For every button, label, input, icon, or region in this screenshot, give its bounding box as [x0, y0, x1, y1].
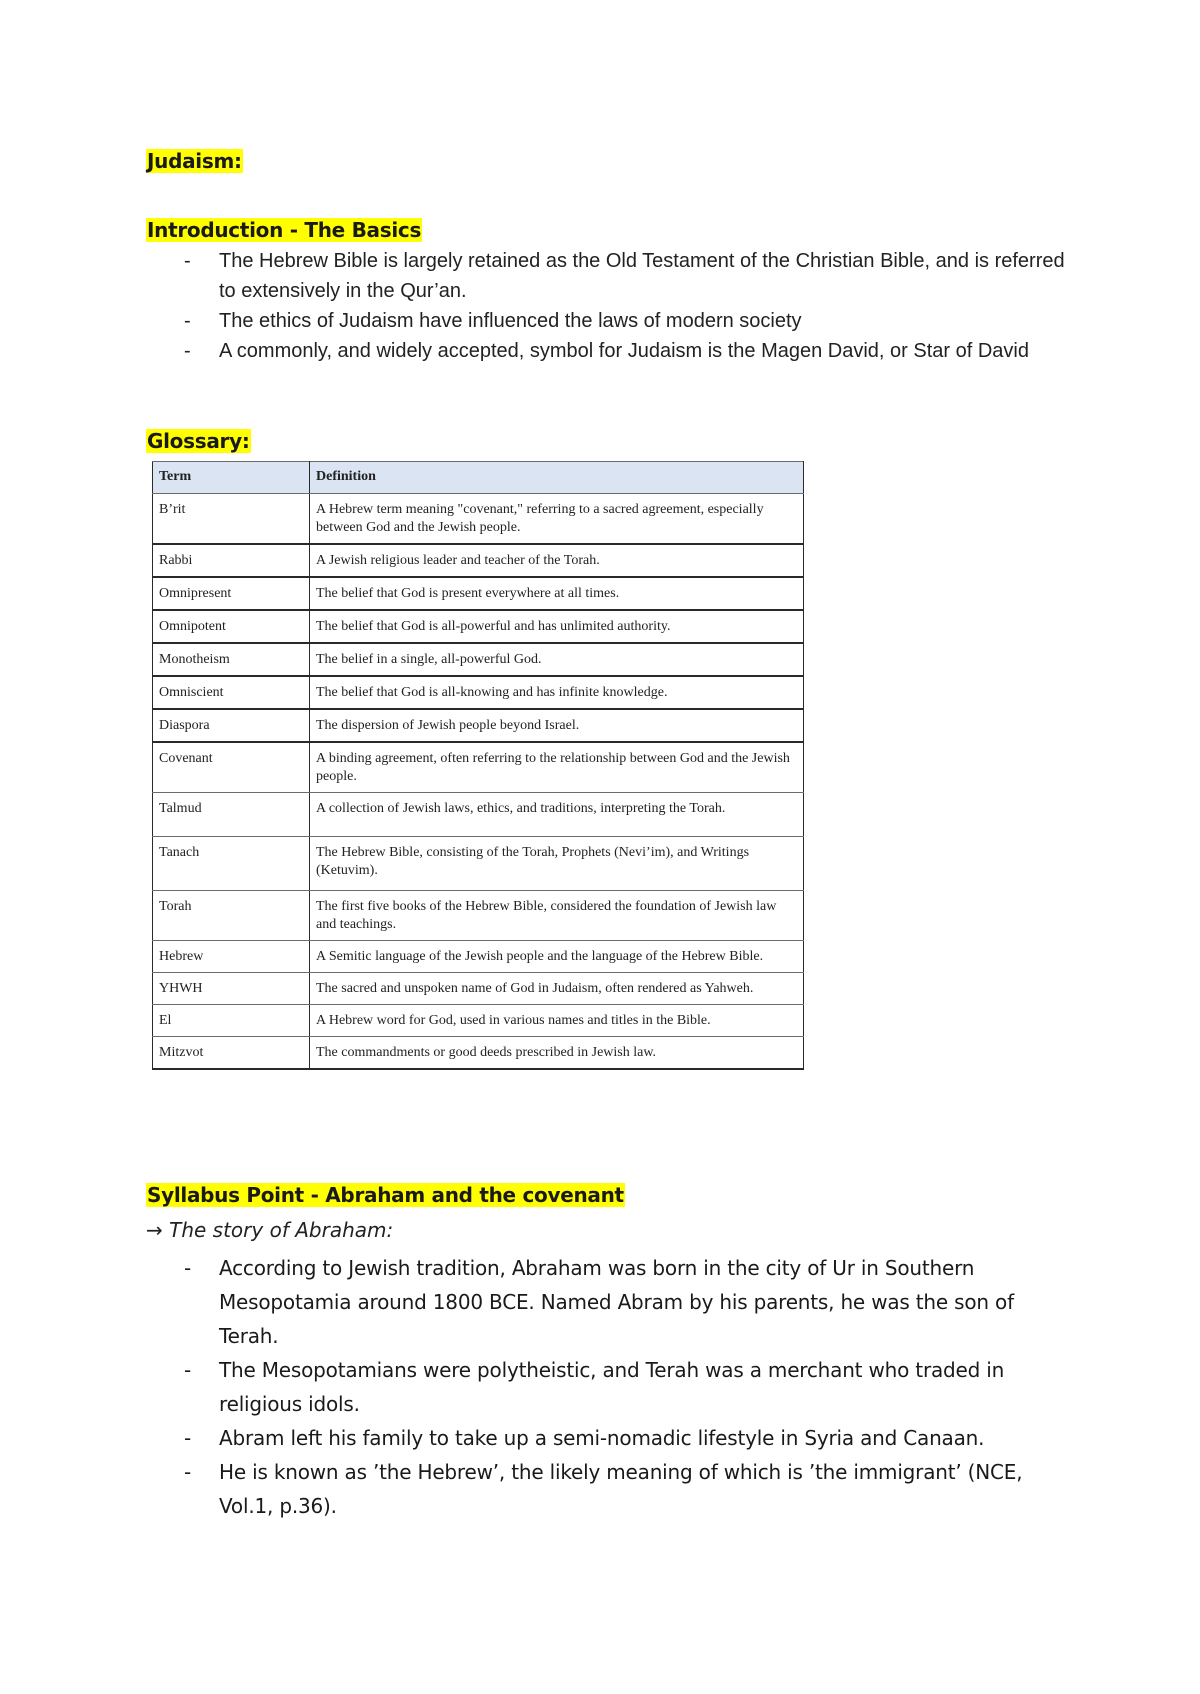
definition-cell: The commandments or good deeds prescribed in Jewish law.	[310, 1037, 804, 1070]
dash-bullet-icon: -	[184, 1460, 192, 1484]
list-item: - The Hebrew Bible is largely retained as the Old Testament of the Christian Bible, and is referred to extensively in the Qur’an.	[146, 246, 1076, 306]
intro-bullet-list	[146, 246, 1076, 366]
table-row	[153, 1037, 804, 1070]
table-row	[153, 891, 804, 941]
list-item: - A commonly, and widely accepted, symbol for Judaism is the Magen David, or Star of David	[146, 336, 1076, 366]
definition-cell: The belief that God is present everywhere at all times.	[310, 577, 804, 610]
term-cell: El	[153, 1005, 310, 1037]
glossary-heading: Glossary:	[147, 429, 250, 453]
list-item: - The ethics of Judaism have influenced the laws of modern society	[146, 306, 1076, 336]
definition-cell: A Hebrew term meaning "covenant," referring to a sacred agreement, especially between God and the Jewish people.	[310, 494, 804, 545]
table-row	[153, 941, 804, 973]
table-header-row	[153, 462, 804, 494]
term-cell: Torah	[153, 891, 310, 941]
term-cell: Omnipotent	[153, 610, 310, 643]
term-cell: B’rit	[153, 494, 310, 545]
table-row	[153, 1005, 804, 1037]
dash-bullet-icon: -	[184, 340, 191, 362]
term-cell: Omniscient	[153, 676, 310, 709]
syllabus-heading: Syllabus Point - Abraham and the covenant	[147, 1183, 624, 1207]
term-cell: Mitzvot	[153, 1037, 310, 1070]
dash-bullet-icon: -	[184, 1256, 192, 1280]
definition-cell: The belief in a single, all-powerful God.	[310, 643, 804, 676]
term-cell: Monotheism	[153, 643, 310, 676]
definition-cell: The dispersion of Jewish people beyond Israel.	[310, 709, 804, 742]
page-title: Judaism:	[147, 149, 242, 173]
definition-cell: A Jewish religious leader and teacher of the Torah.	[310, 544, 804, 577]
intro-heading: Introduction - The Basics	[147, 218, 422, 242]
definition-cell: The belief that God is all-knowing and has infinite knowledge.	[310, 676, 804, 709]
table-row	[153, 973, 804, 1005]
story-subheading: → The story of Abraham:	[146, 1218, 394, 1242]
definition-cell: The belief that God is all-powerful and has unlimited authority.	[310, 610, 804, 643]
table-row	[153, 643, 804, 676]
term-cell: Rabbi	[153, 544, 310, 577]
definition-cell: The first five books of the Hebrew Bible, considered the foundation of Jewish law and teachings.	[310, 891, 804, 941]
table-row	[153, 742, 804, 793]
term-cell: Hebrew	[153, 941, 310, 973]
table-row	[153, 610, 804, 643]
term-cell: Omnipresent	[153, 577, 310, 610]
definition-cell: The Hebrew Bible, consisting of the Torah, Prophets (Nevi’im), and Writings (Ketuvim).	[310, 837, 804, 891]
term-cell: Talmud	[153, 793, 310, 837]
list-item: - The Mesopotamians were polytheistic, and Terah was a merchant who traded in religious idols.	[146, 1353, 1076, 1421]
dash-bullet-icon: -	[184, 250, 191, 272]
table-row	[153, 709, 804, 742]
dash-bullet-icon: -	[184, 1426, 192, 1450]
list-item: - According to Jewish tradition, Abraham was born in the city of Ur in Southern Mesopotamia around 1800 BCE. Named Abram by his parents, he was the son of Terah.	[146, 1251, 1076, 1353]
definition-cell: A collection of Jewish laws, ethics, and traditions, interpreting the Torah.	[310, 793, 804, 837]
table-row	[153, 494, 804, 545]
definition-cell: A Semitic language of the Jewish people and the language of the Hebrew Bible.	[310, 941, 804, 973]
column-header-definition: Definition	[310, 462, 804, 494]
definition-cell: A binding agreement, often referring to the relationship between God and the Jewish people.	[310, 742, 804, 793]
definition-cell: The sacred and unspoken name of God in Judaism, often rendered as Yahweh.	[310, 973, 804, 1005]
list-item: - He is known as ’the Hebrew’, the likely meaning of which is ’the immigrant’ (NCE, Vol.1, p.36).	[146, 1455, 1076, 1523]
dash-bullet-icon: -	[184, 310, 191, 332]
table-row	[153, 544, 804, 577]
term-cell: Covenant	[153, 742, 310, 793]
glossary-table	[152, 461, 804, 1070]
term-cell: Tanach	[153, 837, 310, 891]
term-cell: YHWH	[153, 973, 310, 1005]
table-row	[153, 577, 804, 610]
term-cell: Diaspora	[153, 709, 310, 742]
column-header-term: Term	[153, 462, 310, 494]
story-bullet-list	[146, 1251, 1076, 1523]
definition-cell: A Hebrew word for God, used in various names and titles in the Bible.	[310, 1005, 804, 1037]
table-row	[153, 793, 804, 837]
dash-bullet-icon: -	[184, 1358, 192, 1382]
list-item: - Abram left his family to take up a semi-nomadic lifestyle in Syria and Canaan.	[146, 1421, 1076, 1455]
table-row	[153, 676, 804, 709]
table-row	[153, 837, 804, 891]
